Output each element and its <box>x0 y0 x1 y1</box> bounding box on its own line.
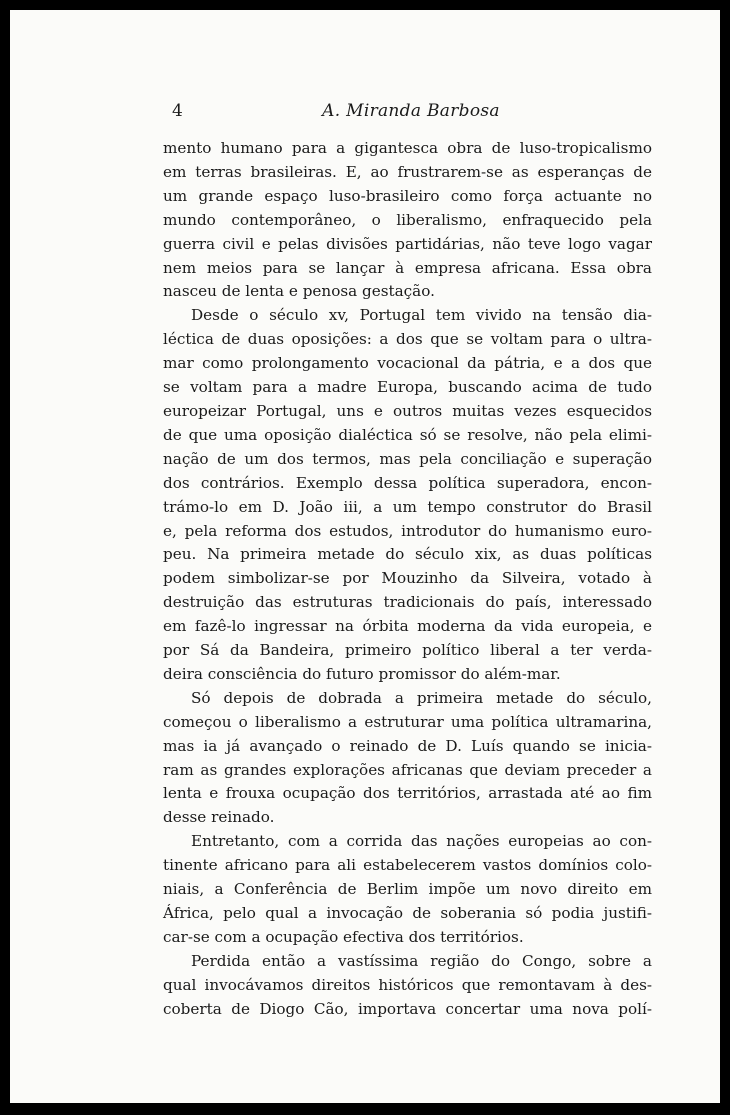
book-page <box>10 10 720 1103</box>
text-line: lenta e frouxa ocupação dos territórios, arrastada até ao fim <box>163 784 652 803</box>
text-line: Desde o século xv, Portugal tem vivido na tensão dia- <box>191 306 652 325</box>
text-line: Entretanto, com a corrida das nações europeias ao con- <box>191 832 652 851</box>
text-line: coberta de Diogo Cão, importava concertar uma nova polí- <box>163 999 652 1018</box>
text-line: e, pela reforma dos estudos, introdutor do humanismo euro- <box>163 521 652 540</box>
text-line: nação de um dos termos, mas pela conciliação e superação <box>163 449 652 468</box>
text-line: por Sá da Bandeira, primeiro político liberal a ter verda- <box>163 641 652 660</box>
text-line: peu. Na primeira metade do século xix, as duas políticas <box>163 545 652 564</box>
paragraph <box>163 950 652 1022</box>
text-line: um grande espaço luso-brasileiro como força actuante no <box>163 186 652 205</box>
text-line: desse reinado. <box>163 808 275 827</box>
text-line: mento humano para a gigantesca obra de luso-tropicalismo <box>163 139 652 157</box>
text-line: podem simbolizar-se por Mouzinho da Silveira, votado à <box>163 569 652 588</box>
text-line: África, pelo qual a invocação de soberania só podia justifi- <box>163 904 652 922</box>
page-number: 4 <box>172 101 183 121</box>
text-line: tinente africano para ali estabelecerem vastos domínios colo- <box>163 856 652 875</box>
text-line: em fazê-lo ingressar na órbita moderna da vida europeia, e <box>163 617 652 636</box>
text-line: em terras brasileiras. E, ao frustrarem-se as esperanças de <box>163 162 652 181</box>
text-line: car-se com a ocupação efectiva dos territórios. <box>163 927 524 946</box>
text-line: de que uma oposição dialéctica só se resolve, não pela elimi- <box>163 425 652 444</box>
paragraph <box>163 137 652 304</box>
text-line: guerra civil e pelas divisões partidárias, não teve logo vagar <box>163 234 652 253</box>
text-line: mundo contemporâneo, o liberalismo, enfraquecido pela <box>163 210 652 229</box>
text-line: europeizar Portugal, uns e outros muitas vezes esquecidos <box>163 401 652 420</box>
text-line: Perdida então a vastíssima região do Congo, sobre a <box>191 951 652 970</box>
text-line: ram as grandes explorações africanas que deviam preceder a <box>163 760 652 779</box>
text-line: destruição das estruturas tradicionais do país, interessado <box>163 593 652 612</box>
body-text <box>163 137 652 1022</box>
running-head-author: A. Miranda Barbosa <box>322 101 500 121</box>
text-line: trámo-lo em D. João iii, a um tempo construtor do Brasil <box>163 497 652 516</box>
text-line: nasceu de lenta e penosa gestação. <box>163 282 435 301</box>
text-line: nem meios para se lançar à empresa africana. Essa obra <box>163 258 652 277</box>
text-line: dos contrários. Exemplo dessa política superadora, encon- <box>163 473 652 492</box>
text-line: léctica de duas oposições: a dos que se voltam para o ultra- <box>163 330 652 349</box>
paragraph <box>163 304 652 687</box>
text-line: mas ia já avançado o reinado de D. Luís quando se inicia- <box>163 736 652 755</box>
paragraph <box>163 830 652 950</box>
text-line: deira consciência do futuro promissor do além-mar. <box>163 664 561 683</box>
paragraph <box>163 687 652 830</box>
text-line: niais, a Conferência de Berlim impõe um novo direito em <box>163 880 652 899</box>
text-line: Só depois de dobrada a primeira metade do século, <box>191 688 652 707</box>
text-line: começou o liberalismo a estruturar uma política ultramarina, <box>163 712 652 731</box>
text-line: qual invocávamos direitos históricos que remontavam à des- <box>163 975 652 994</box>
text-line: se voltam para a madre Europa, buscando acima de tudo <box>163 378 652 397</box>
text-line: mar como prolongamento vocacional da pátria, e a dos que <box>163 354 652 373</box>
